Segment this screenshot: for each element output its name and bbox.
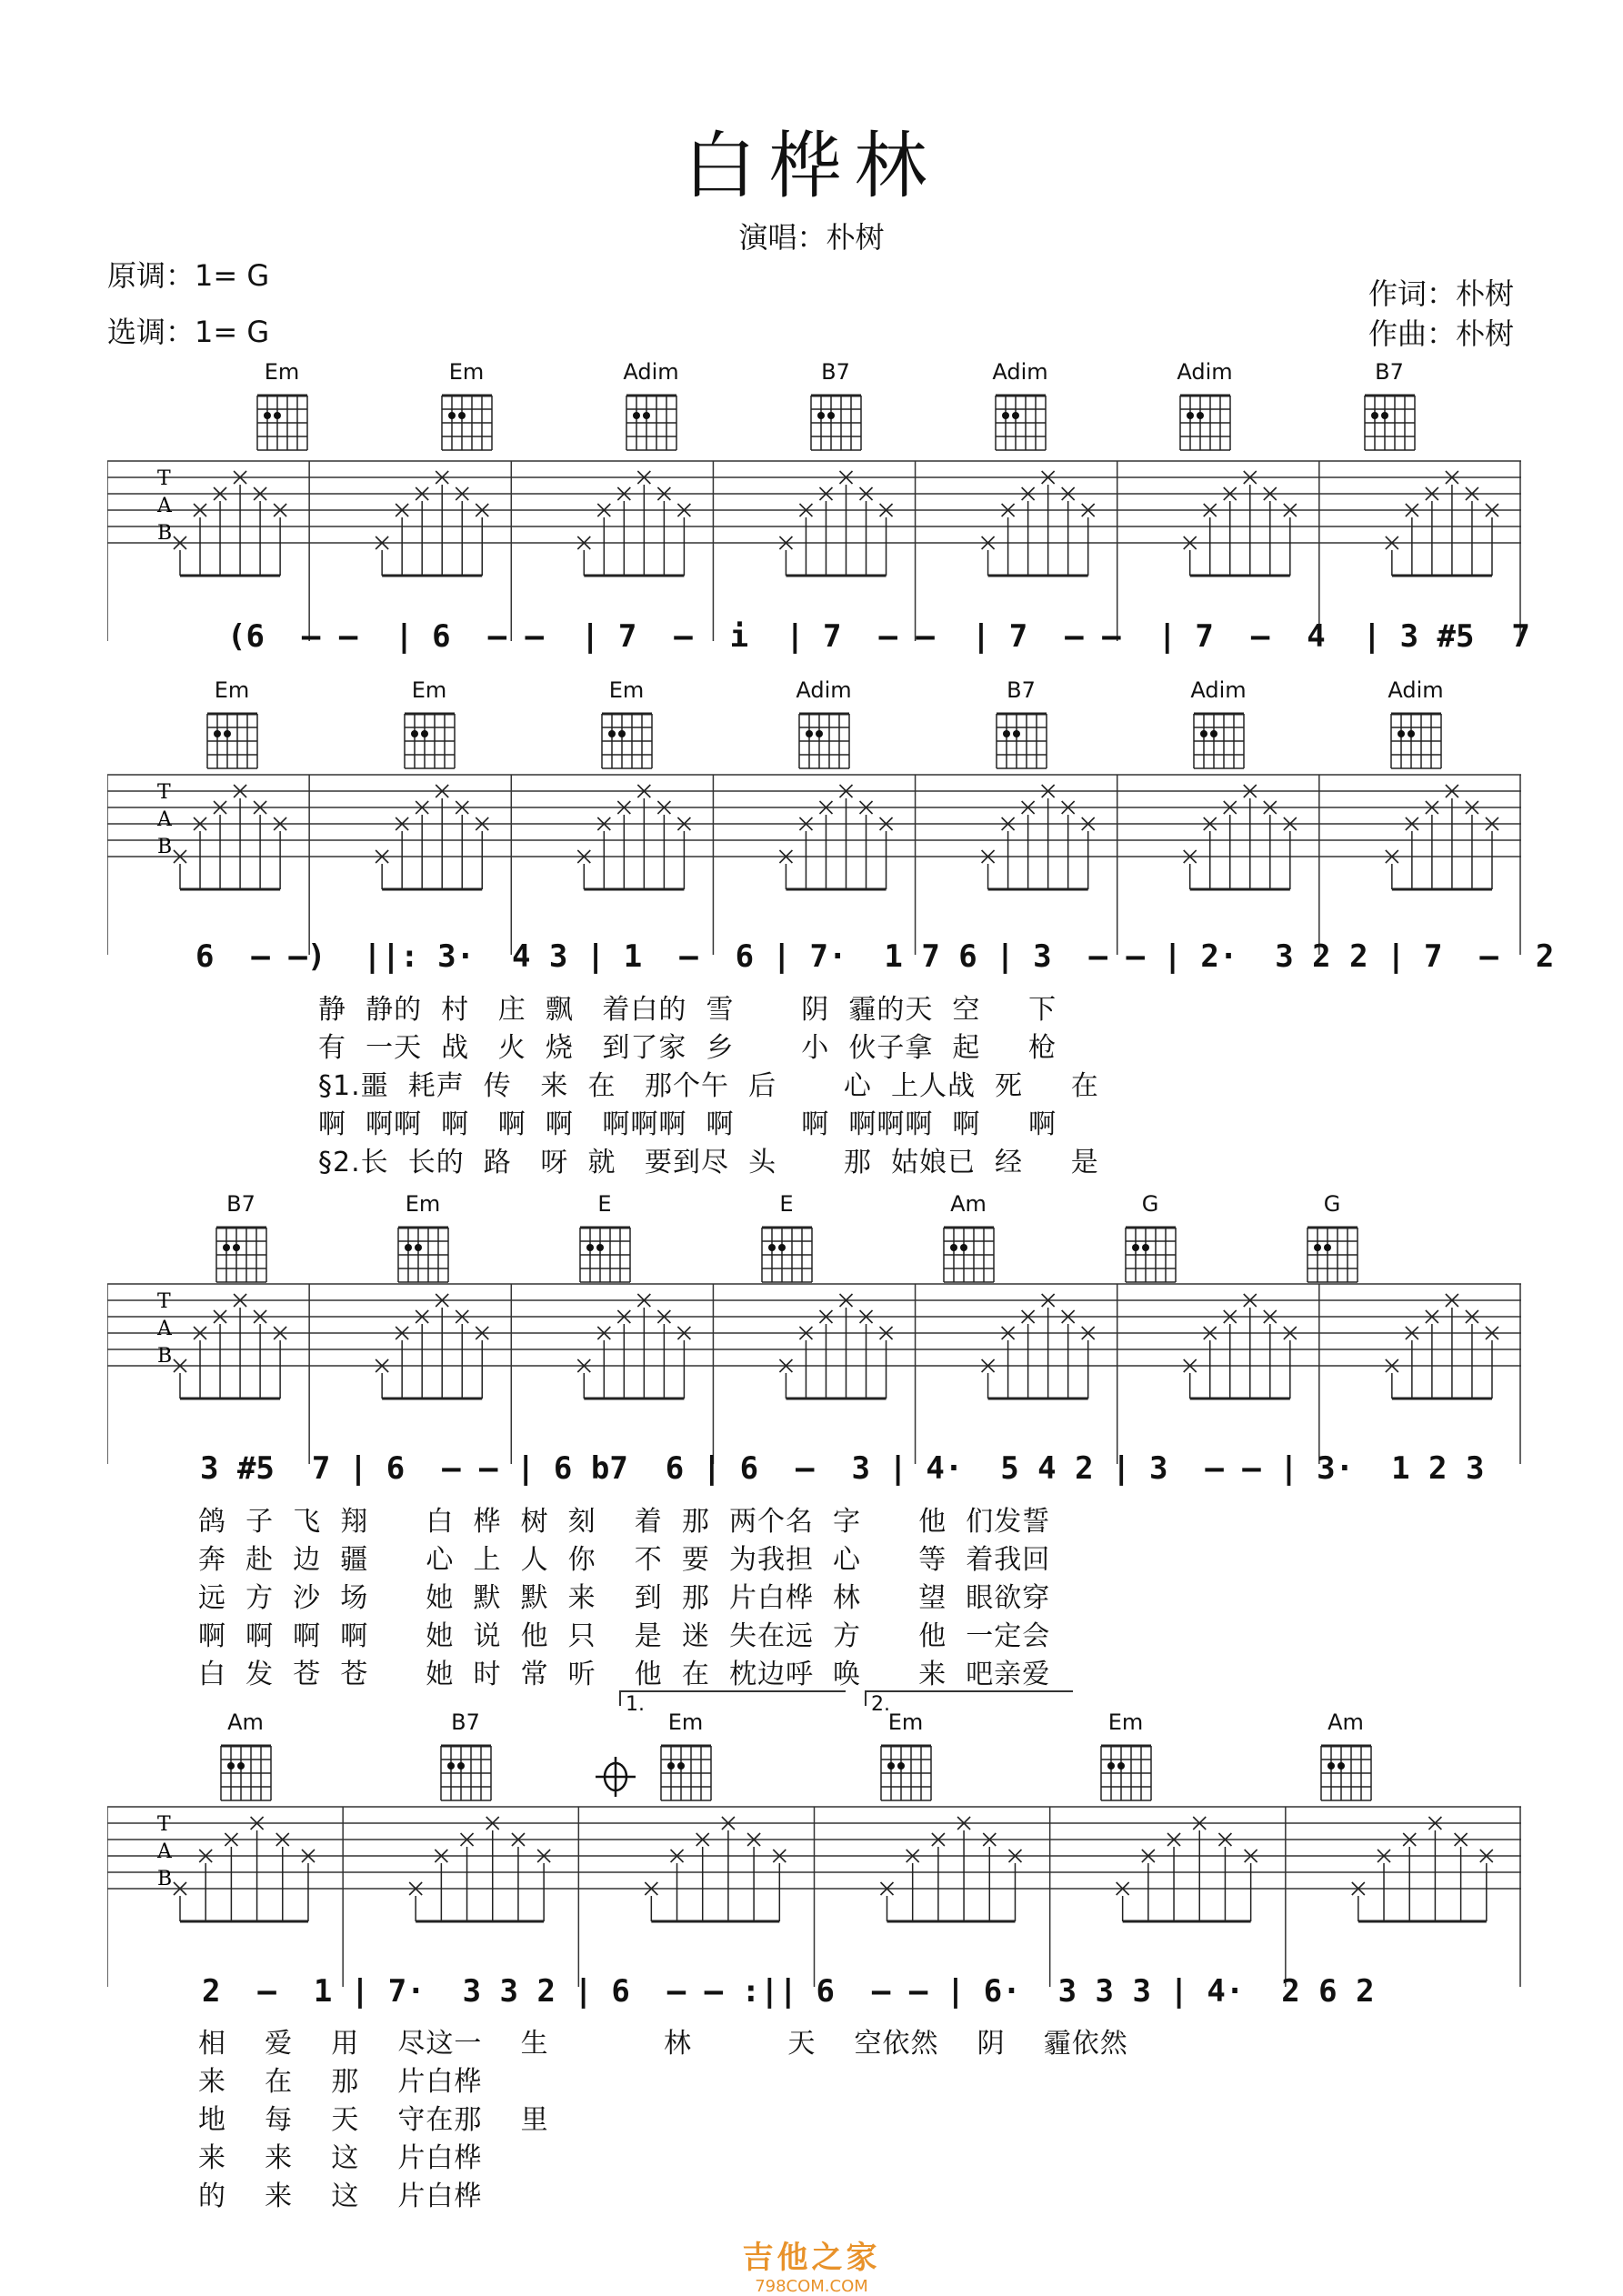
site-logo [0,2232,1623,2296]
chord-name: Em [405,1191,441,1217]
chord-grid-icon [573,1217,636,1289]
chord-name: Am [1327,1709,1364,1735]
chord-diagram [927,1191,1009,1289]
chord-diagram [388,677,470,776]
svg-text:A: A [157,495,172,517]
chord-diagram [1375,677,1457,776]
lyric-line: 啊 啊 啊 啊 她 说 他 只 是 迷 失在远 方 他 一定会 [198,1620,1051,1652]
chord-name: Adim [796,677,852,703]
lyric-line: 远 方 沙 场 她 默 默 来 到 那 片白桦 林 望 眼欲穿 [198,1582,1051,1614]
chord-diagram [586,677,667,776]
chord-diagram [1291,1191,1373,1289]
chord-name: B7 [1375,359,1404,385]
chord-diagram [200,1191,282,1289]
chord-name: E [597,1191,612,1217]
chord-grid-icon [200,703,264,776]
chord-name: B7 [821,359,850,385]
chord-grid-icon [1300,1217,1364,1289]
chord-diagram [382,1191,464,1289]
chord-diagram [1305,1709,1387,1808]
chord-name: Am [950,1191,987,1217]
chord-diagram [205,1709,286,1808]
singer-credit: 演唱：朴树 [738,220,885,255]
lyric-line: 地 每 天 守在那 里 [198,2104,549,2136]
svg-text:T: T [157,1290,171,1313]
page-title: 白桦林 [683,124,940,208]
chord-diagram [865,1709,947,1808]
chord-name: G [1141,1191,1159,1217]
notation-row-3: 3 #5 7 | 6 — — | 6 b7 6 | 6 — 3 | 4· 5 4 2 | 3 — — | 3· 1 2 3 [200,1450,1485,1487]
svg-text:T: T [157,467,171,490]
chord-diagram [191,677,273,776]
volta-2: 2. [871,1693,890,1716]
chord-grid-icon [397,703,461,776]
chord-name: Am [227,1709,264,1735]
chord-grid-icon [654,1735,717,1808]
svg-text:A: A [157,1318,172,1340]
chord-name: G [1323,1191,1341,1217]
chord-grid-icon [1173,385,1237,457]
logo-name: 吉他之家 [742,2240,881,2276]
lyric-line: 白 发 苍 苍 她 时 常 听 他 在 枕边呼 唤 来 吧亲爱 [198,1659,1051,1690]
chord-name: B7 [1007,677,1036,703]
chord-diagram [1164,359,1246,457]
svg-text:A: A [157,1840,172,1863]
chord-grid-icon [988,385,1052,457]
chord-grid-icon [874,1735,937,1808]
chord-diagram [1348,359,1430,457]
chord-grid-icon [250,385,314,457]
lyric-line: 静 静的 村 庄 飘 着白的 雪 阴 霾的天 空 下 [318,994,1057,1026]
chord-diagram [795,359,877,457]
svg-text:B: B [157,836,173,858]
coda-sign-icon [596,1757,636,1797]
chord-grid-icon [1118,1217,1182,1289]
chord-name: Em [411,677,447,703]
chord-grid-icon [209,1217,273,1289]
chord-diagram [980,677,1062,776]
chord-name: Adim [1190,677,1247,703]
chord-name: Em [887,1709,924,1735]
chord-diagram [1177,677,1259,776]
composer-credit: 作曲：朴树 [1368,316,1515,351]
chord-diagram [1109,1191,1191,1289]
lyricist-credit: 作词：朴树 [1368,276,1515,311]
chord-diagram [564,1191,646,1289]
selected-key: 选调：1= G [107,315,270,349]
chord-name: Em [1107,1709,1144,1735]
volta-1: 1. [626,1693,645,1716]
svg-text:T: T [157,781,171,804]
chord-grid-icon [391,1217,455,1289]
notation-row-2: 6 — —) ||: 3· 4 3 | 1 — 6 | 7· 1 7 6 | 3 — — | 2· 3 2 2 | 7 — 2 [195,938,1555,975]
lyric-line: 啊 啊啊 啊 啊 啊 啊啊啊 啊 啊 啊啊啊 啊 啊 [318,1108,1057,1140]
lyric-line: §1.噩 耗声 传 来 在 那个午 后 心 上人战 死 在 [318,1070,1099,1102]
lyric-line: 相 爱 用 尽这一 生 林 天 空依然 阴 霾依然 [198,2028,1128,2060]
chord-grid-icon [1358,385,1421,457]
chord-grid-icon [434,1735,497,1808]
chord-grid-icon [1094,1735,1157,1808]
chord-name: Em [264,359,300,385]
volta-brackets [618,1689,1073,1708]
chord-name: Em [608,677,645,703]
chord-name: Em [214,677,250,703]
lyric-line: §2.长 长的 路 呀 就 要到尽 头 那 姑娘已 经 是 [318,1147,1099,1178]
chord-grid-icon [792,703,856,776]
chord-diagram [645,1709,726,1808]
notation-row-4: 2 — 1 | 7· 3 3 2 | 6 — — :|| 6 — — | 6· 3 3 3 | 4· 2 6 2 [202,1973,1375,2010]
chord-diagram [1085,1709,1167,1808]
chord-grid-icon [1384,703,1448,776]
chord-name: Adim [1177,359,1233,385]
chord-name: Em [448,359,485,385]
chord-grid-icon [595,703,658,776]
chord-grid-icon [1187,703,1250,776]
chord-grid-icon [619,385,683,457]
chord-name: B7 [451,1709,480,1735]
chord-diagram [426,359,507,457]
svg-text:B: B [157,1868,173,1890]
svg-text:B: B [157,522,173,545]
chord-diagram [746,1191,827,1289]
chord-diagram [979,359,1061,457]
chord-grid-icon [214,1735,277,1808]
logo-url: 798COM.COM [755,2277,868,2296]
chord-grid-icon [989,703,1053,776]
lyric-line: 有 一天 战 火 烧 到了家 乡 小 伙子拿 起 枪 [318,1032,1057,1064]
lyric-line: 的 来 这 片白桦 [198,2181,483,2212]
lyric-line: 来 来 这 片白桦 [198,2142,483,2174]
chord-name: Adim [623,359,679,385]
svg-text:B: B [157,1345,173,1368]
svg-text:A: A [157,808,172,831]
chord-name: E [779,1191,794,1217]
chord-grid-icon [1314,1735,1378,1808]
chord-grid-icon [937,1217,1000,1289]
lyric-line: 鸽 子 飞 翔 白 桦 树 刻 着 那 两个名 字 他 们发誓 [198,1506,1051,1538]
lyric-line: 奔 赴 边 疆 心 上 人 你 不 要 为我担 心 等 着我回 [198,1544,1051,1576]
chord-name: Adim [1388,677,1444,703]
chord-name: Em [667,1709,704,1735]
chord-name: B7 [226,1191,255,1217]
notation-row-1: (6 — — | 6 — — | 7 — i | 7 — — | 7 — — | 7 — 4 | 3 #5 7 [227,618,1530,655]
lyric-line: 来 在 那 片白桦 [198,2066,483,2098]
svg-text:T: T [157,1813,171,1836]
chord-grid-icon [804,385,867,457]
chord-name: Adim [992,359,1048,385]
chord-diagram [425,1709,506,1808]
chord-diagram [241,359,323,457]
chord-diagram [783,677,865,776]
original-key: 原调：1= G [107,258,270,293]
chord-grid-icon [755,1217,818,1289]
chord-diagram [610,359,692,457]
chord-grid-icon [435,385,498,457]
